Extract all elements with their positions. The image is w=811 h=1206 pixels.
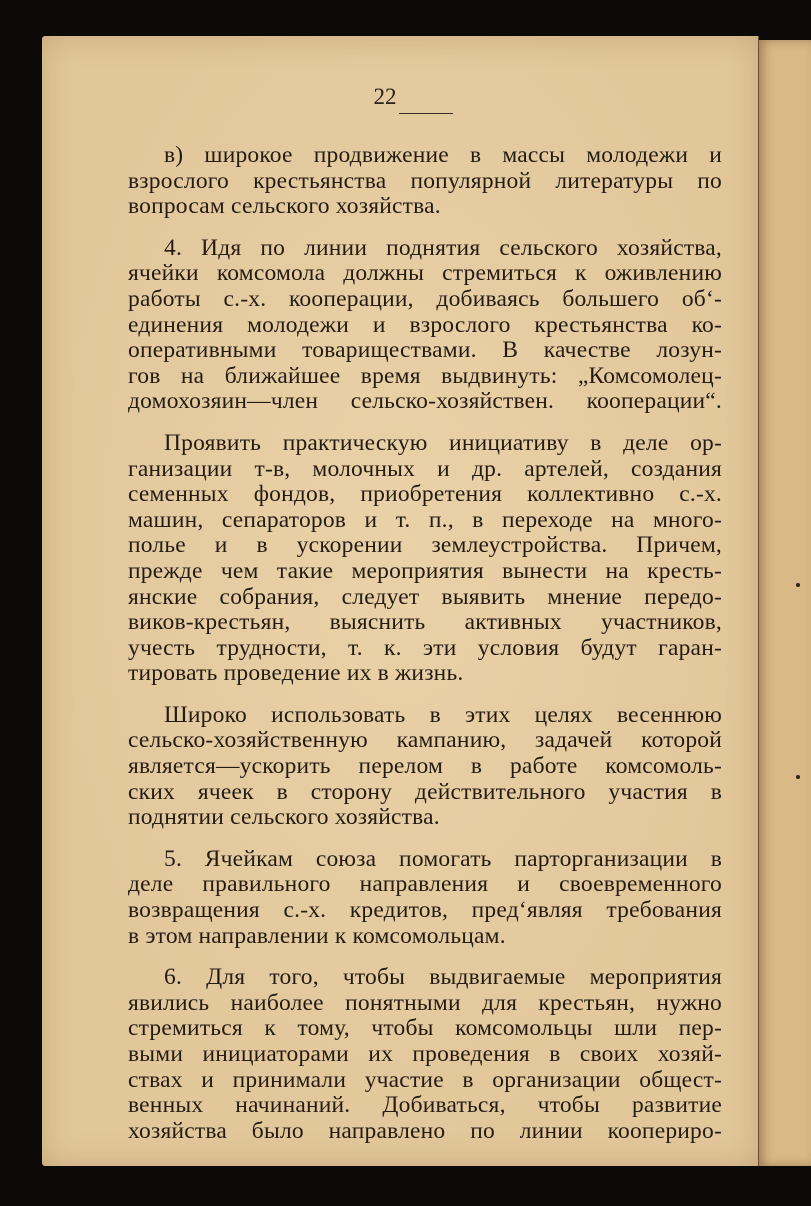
text-line: единения молодежи и взрослого крестьянства ко- [128,311,722,338]
text-line: деле правильного направления и своевременного [128,871,722,898]
text-line: оперативными товариществами. В качестве лозун- [128,337,722,364]
text-line: хозяйства было направлено по линии коопериро- [128,1117,722,1144]
page-body [128,143,722,1160]
paragraph-point-4 [128,236,722,415]
paragraph-point-6 [128,965,722,1144]
text-line: вопросам сельского хозяйства. [128,193,441,220]
text-line: виков-крестьян, выяснить активных участников, [128,609,722,636]
text-line: ганизации т-в, молочных и др. артелей, создания [128,455,722,482]
text-line: 6. Для того, чтобы выдвигаемые мероприятия [164,964,722,991]
paragraph-point-5 [128,847,722,949]
paragraph-item-v [128,143,722,220]
paper-speck [796,583,800,587]
text-line: янские собрания, следует выявить мнение передо- [128,583,722,610]
text-line: учесть трудности, т. к. эти условия будут гаран- [128,634,722,661]
text-line: взрослого крестьянства популярной литературы по [128,167,722,194]
text-line: домохозяин—член сельско-хозяйствен. кооперации“. [128,388,722,415]
text-line: 4. Идя по линии поднятия сельского хозяйства, [164,234,722,261]
text-line: сельско-хозяйственную кампанию, задачей которой [128,727,722,754]
text-line: гов на ближайшее время выдвинуть: „Комсомолец- [128,362,722,389]
text-line: тировать проведение их в жизнь. [128,660,464,687]
text-line: ячейки комсомола должны стремиться к оживлению [128,260,722,287]
text-line: возвращения с.-х. кредитов, пред‘являя требования [128,897,722,924]
page-number: 22 [373,84,397,109]
text-line: явились наиболее понятными для крестьян, нужно [128,989,722,1016]
text-line: является—ускорить перелом в работе комсомоль- [128,753,722,780]
paragraph-spring-campaign [128,703,722,831]
text-line: ских ячеек в сторону действительного участия в [128,778,722,805]
text-line: Широко использовать в этих целях весеннюю [164,701,722,728]
text-line: в) широкое продвижение в массы молодежи и [164,142,722,168]
text-line: работы с.-х. кооперации, добиваясь большего об‘- [128,285,722,312]
next-page-edge [757,40,811,1166]
text-line: полье и в ускорении землеустройства. Причем, [128,532,722,559]
text-line: поднятии сельского хозяйства. [128,804,440,831]
text-line: 5. Ячейкам союза помогать парторганизации в [164,845,722,872]
text-line: выми инициаторами их проведения в своих хозяй- [128,1041,722,1067]
paragraph-initiative [128,431,722,687]
text-line: венных начинаний. Добиваться, чтобы развитие [128,1092,722,1119]
paper-speck [796,775,800,779]
text-line: семенных фондов, приобретения коллективно с.-х. [128,481,722,508]
text-line: прежде чем такие мероприятия вынести на кресть- [128,557,722,584]
text-line: Проявить практическую инициативу в деле ор- [164,429,722,456]
text-line: в этом направлении к комсомольцам. [128,922,506,949]
text-line: машин, сепараторов и т. п., в переходе на много- [128,506,722,533]
page-number-rule [399,113,453,114]
text-line: ствах и принимали участие в организации общест- [128,1066,722,1093]
text-line: стремиться к тому, чтобы комсомольцы шли пер- [128,1015,722,1042]
